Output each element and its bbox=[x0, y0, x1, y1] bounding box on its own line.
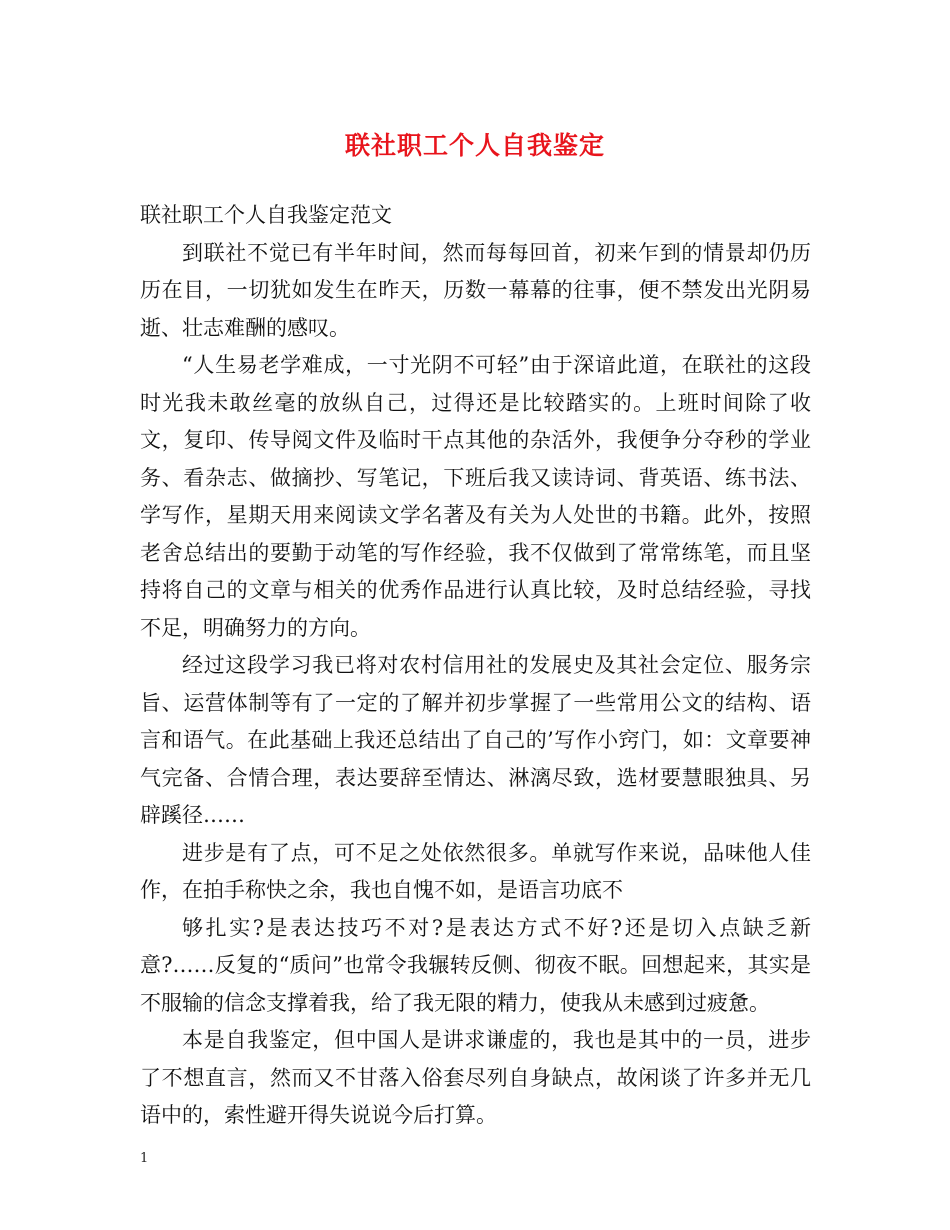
document-body bbox=[140, 197, 811, 1135]
paragraph-6: 本是自我鉴定，但中国人是讲求谦虚的，我也是其中的一员，进步了不想直言，然而又不甘落入俗套尽列自身缺点，故闲谈了许多并无几语中的，索性避开得失说说今后打算。 bbox=[140, 1028, 811, 1127]
paragraph-2: “人生易老学难成，一寸光阴不可轻”由于深谙此道，在联社的这段时光我未敢丝毫的放纵自己，过得还是比较踏实的。上班时间除了收文，复印、传导阅文件及临时干点其他的杂活外，我便争分夺秒的学业务、看杂志、做摘抄、写笔记，下班后我又读诗词、背英语、练书法、学写作，星期天用来阅读文学名著及有关为人处世的书籍。此外，按照老舍总结出的要勤于动笔的写作经验，我不仅做到了常常练笔，而且坚持将自己的文章与相关的优秀作品进行认真比较，及时总结经验，寻找不足，明确努力的方向。 bbox=[140, 353, 811, 640]
document-subtitle: 联社职工个人自我鉴定范文 bbox=[140, 203, 392, 227]
paragraph-3: 经过这段学习我已将对农村信用社的发展史及其社会定位、服务宗旨、运营体制等有了一定的了解并初步掌握了一些常用公文的结构、语言和语气。在此基础上我还总结出了自己的’写作小窍门，如：文章要神气完备、合情合理，表达要辞至情达、淋漓尽致，选材要慧眼独具、另辟蹊径…… bbox=[140, 653, 811, 827]
page-number: 1 bbox=[140, 1151, 149, 1166]
paragraph-1: 到联社不觉已有半年时间，然而每每回首，初来乍到的情景却仍历历在目，一切犹如发生在昨天，历数一幕幕的往事，便不禁发出光阴易逝、壮志难酬的感叹。 bbox=[140, 240, 811, 340]
paragraph-5: 够扎实?是表达技巧不对?是表达方式不好?还是切入点缺乏新意?……反复的“质问”也常令我辗转反侧、彻夜不眠。回想起来，其实是不服输的信念支撑着我，给了我无限的精力，使我从未感到过疲惫。 bbox=[140, 915, 811, 1015]
document-title: 联社职工个人自我鉴定 bbox=[344, 131, 605, 160]
paragraph-4: 进步是有了点，可不足之处依然很多。单就写作来说，品味他人佳作，在拍手称快之余，我也自愧不如，是语言功底不 bbox=[140, 840, 811, 902]
